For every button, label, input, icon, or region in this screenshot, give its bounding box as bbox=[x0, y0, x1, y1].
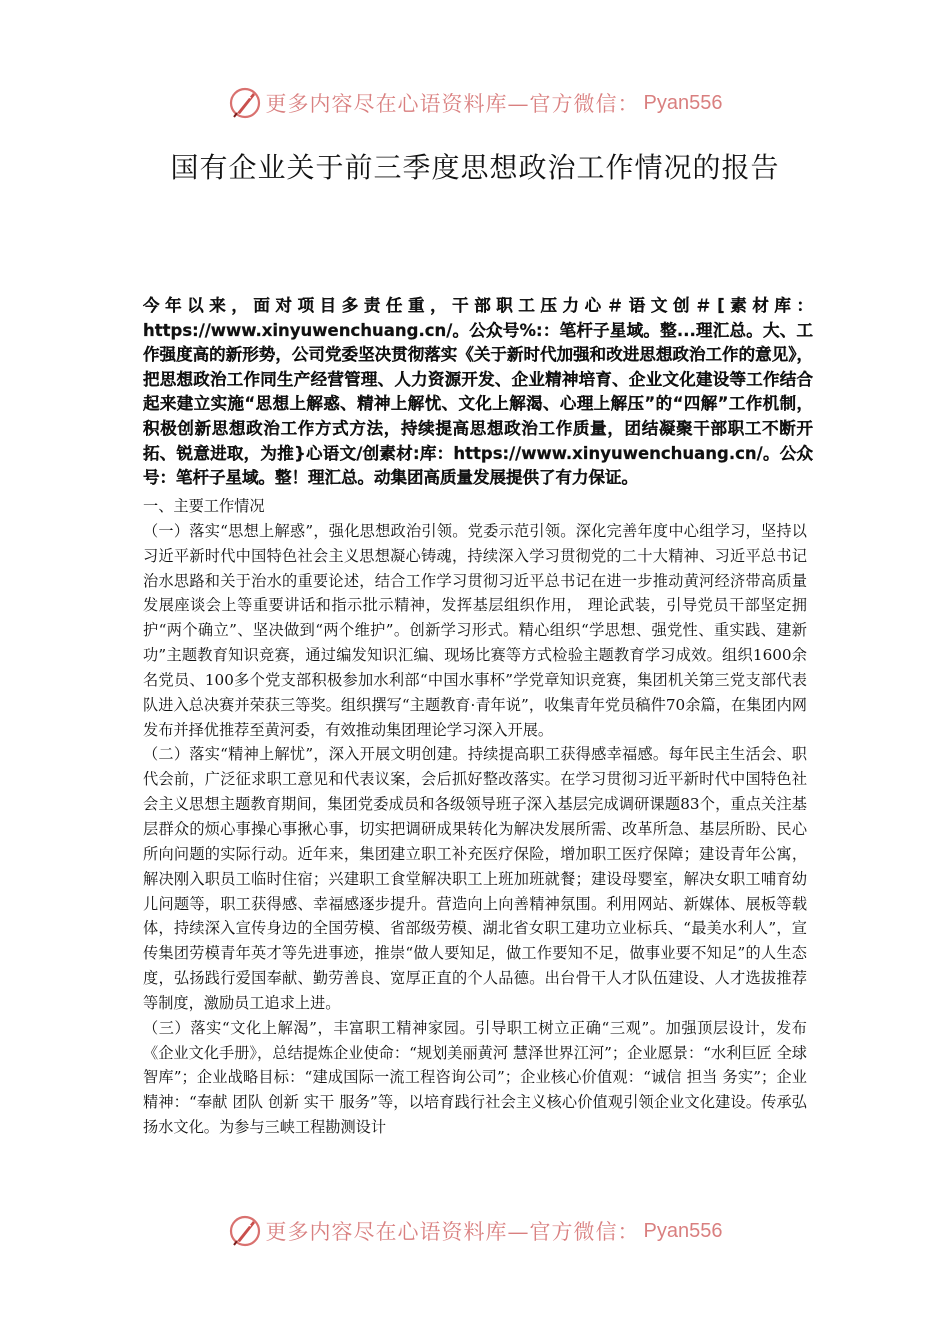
watermark-wechat-id: Pyan556 bbox=[643, 91, 723, 114]
paragraph-1: （一）落实“思想上解惑”，强化思想政治引领。党委示范引领。深化完善年度中心组学习，坚持以习近平新时代中国特色社会主义思想凝心铸魂，持续深入学习贯彻党的二十大精神、习近平总书记治水思路和关于治水的重要论述，结合工作学习贯彻习近平总书记在进一步推动黄河经济带高质量发展座谈会上等重要讲话和指示批示精神，发挥基层组织作用， 理论武装，引导党员干部坚定拥护“两个确立”、坚决做到“两个维护”。创新学习形式。精心组织“学思想、强党性、重实践、建新功”主题教育知识竞赛，通过编发知识汇编、现场比赛等方式检验主题教育学习成效。组织1600余名党员、100多个党支部积极参加水利部“中国水事杯”学党章知识竞赛，集团机关第三党支部代表队进入总决赛并荣获三等奖。组织撰写“主题教育·青年说”，收集青年党员稿件70余篇，在集团内网发布并择优推荐至黄河委，有效推动集团理论学习深入开展。 bbox=[143, 521, 807, 739]
intro-paragraph: 今年以来，面对项目多责任重，干部职工压力心＃语文创＃[素材库：https://www.xinyuwenchuang.cn/。公众号%:：笔杆子星域。整...理汇总。大、工作强度高的新形势，公司党委坚决贯彻落实《关于新时代加强和改进思想政治工作的意见》，把思想政治工作同生产经营管理、人力资源开发、企业精神培育、企业文化建设等工作结合起来建立实施“思想上解惑、精神上解忧、文化上解渴、心理上解压”的“四解”工作机制，积极创新思想政治工作方式方法，持续提高思想政治工作质量，团结凝聚干部职工不断开拓、锐意进取，为推}心语文/创素材:库：https://www.xinyuwenchuang.cn/。公众号：笔杆子星域。整！理汇总。动集团高质量发展提供了有力保证。 bbox=[143, 296, 813, 488]
section-heading: 一、主要工作情况 bbox=[143, 497, 265, 515]
watermark-banner-bottom bbox=[0, 1206, 950, 1256]
watermark-text: 更多内容尽在心语资料库—官方微信： bbox=[265, 92, 640, 116]
paragraph-3: （三）落实“文化上解渴”，丰富职工精神家园。引导职工树立正确“三观”。加强顶层设计，发布《企业文化手册》，总结提炼企业使命：“规划美丽黄河 慧泽世界江河”；企业愿景：“水利巨匠 全球智库”；企业战略目标：“建成国际一流工程咨询公司”；企业核心价值观：“诚信 担当 务实”；企业精神：“奉献 团队 创新 实干 服务”等，以培育践行社会主义核心价值观引领企业文化建设。传承弘扬水文化。为参与三峡工程勘测设计 bbox=[143, 1018, 807, 1137]
watermark-banner-top bbox=[0, 78, 950, 128]
document-title: 国有企业关于前三季度思想政治工作情况的报告 bbox=[170, 151, 780, 184]
quill-logo-icon bbox=[228, 86, 262, 120]
watermark-text: 更多内容尽在心语资料库—官方微信： bbox=[265, 1220, 640, 1244]
quill-logo-icon bbox=[228, 1214, 262, 1248]
paragraph-2: （二）落实“精神上解忧”，深入开展文明创建。持续提高职工获得感幸福感。每年民主生活会、职代会前，广泛征求职工意见和代表议案，会后抓好整改落实。在学习贯彻习近平新时代中国特色社会主义思想主题教育期间，集团党委成员和各级领导班子深入基层完成调研课题83个，重点关注基层群众的烦心事操心事揪心事，切实把调研成果转化为解决发展所需、改革所急、基层所盼、民心所向问题的实际行动。近年来，集团建立职工补充医疗保险，增加职工医疗保障；建设青年公寓，解决刚入职员工临时住宿；兴建职工食堂解决职工上班加班就餐；建设母婴室，解决女职工哺育幼儿问题等，职工获得感、幸福感逐步提升。营造向上向善精神氛围。利用网站、新媒体、展板等载体，持续深入宣传身边的全国劳模、省部级劳模、湖北省女职工建功立业标兵、“最美水利人”，宣传集团劳模青年英才等先进事迹，推崇“做人要知足，做工作要知不足，做事业要不知足”的人生态度，弘扬践行爱国奉献、勤劳善良、宽厚正直的个人品德。出台骨干人才队伍建设、人才选拔推荐等制度，激励员工追求上进。 bbox=[143, 745, 807, 1012]
watermark-wechat-id: Pyan556 bbox=[643, 1219, 723, 1242]
document-body bbox=[143, 494, 807, 1140]
